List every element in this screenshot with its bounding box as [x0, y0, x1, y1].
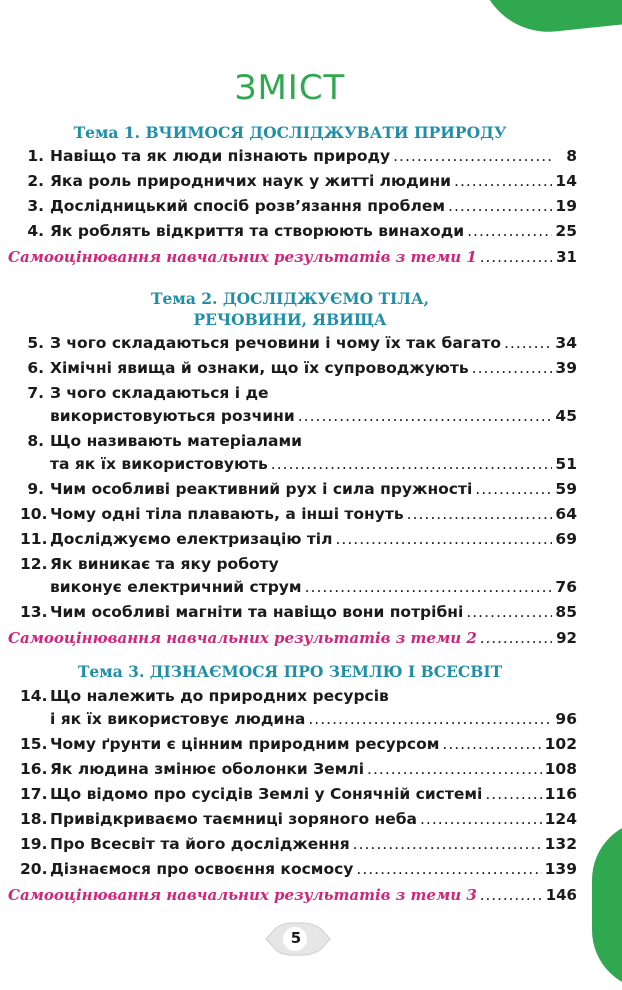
- toc-item-continuation[interactable]: виконує електричний струм ..... 76: [20, 575, 577, 597]
- corner-decoration-bottom: [592, 820, 622, 990]
- toc-item[interactable]: 10. Чому одні тіла плавають, а інші тонуть ..... 64: [20, 502, 577, 524]
- toc-item[interactable]: 16. Як людина змінює оболонки Землі ..... 108: [20, 757, 577, 779]
- theme-2-heading-line2: РЕЧОВИНИ, ЯВИЩА: [193, 310, 387, 329]
- toc-item[interactable]: 18. Привідкриваємо таємниці зоряного неба ..... 124: [20, 807, 577, 829]
- toc-item[interactable]: 17. Що відомо про сусідів Землі у Сонячній системі ..... 116: [20, 782, 577, 804]
- theme-2-heading-line1: Тема 2. ДОСЛІДЖУЄМО ТІЛА,: [150, 289, 430, 308]
- toc-item[interactable]: 4. Як роблять відкриття та створюють винаходи ..... 25: [20, 219, 577, 241]
- toc-item[interactable]: 13. Чим особливі магніти та навіщо вони потрібні ..... 85: [20, 600, 577, 622]
- self-assessment-3[interactable]: Самооцінювання навчальних результатів з теми 3 ..... 146: [8, 882, 577, 904]
- toc-item[interactable]: 14. Що належить до природних ресурсів: [20, 687, 389, 705]
- corner-decoration-top: [479, 0, 622, 39]
- theme-3-heading: Тема 3. ДІЗНАЄМОСЯ ПРО ЗЕМЛЮ І ВСЕСВІТ: [77, 662, 503, 681]
- toc-item-continuation[interactable]: та як їх використовують ..... 51: [20, 452, 577, 474]
- toc-item-continuation[interactable]: і як їх використовує людина ..... 96: [20, 707, 577, 729]
- toc-item[interactable]: 19. Про Всесвіт та його дослідження ..... 132: [20, 832, 577, 854]
- toc-item[interactable]: 5. З чого складаються речовини і чому їх так багато ..... 34: [20, 331, 577, 353]
- toc-item[interactable]: 8. Що називають матеріалами: [27, 432, 302, 450]
- page-title: ЗМІСТ: [234, 68, 346, 108]
- toc-item-continuation[interactable]: використовуються розчини ..... 45: [20, 404, 577, 426]
- theme-1-heading: Тема 1. ВЧИМОСЯ ДОСЛІДЖУВАТИ ПРИРОДУ: [73, 123, 507, 142]
- page-number: 5: [290, 929, 302, 947]
- toc-item[interactable]: 3. Дослідницький спосіб розв’язання проблем ..... 19: [20, 194, 577, 216]
- self-assessment-1[interactable]: Самооцінювання навчальних результатів з теми 1 ..... 31: [8, 244, 577, 266]
- toc-item[interactable]: 2. Яка роль природничих наук у житті людини ..... 14: [20, 169, 577, 191]
- toc-item[interactable]: 7. З чого складаються і де: [27, 384, 269, 402]
- toc-item[interactable]: 1. Навіщо та як люди пізнають природу ..... 8: [20, 144, 577, 166]
- toc-item[interactable]: 6. Хімічні явища й ознаки, що їх супроводжують ..... 39: [20, 356, 577, 378]
- toc-item[interactable]: 9. Чим особливі реактивний рух і сила пружності ..... 59: [20, 477, 577, 499]
- toc-item[interactable]: 12. Як виникає та яку роботу: [20, 555, 279, 573]
- toc-item[interactable]: 15. Чому ґрунти є цінним природним ресурсом ..... 102: [20, 732, 577, 754]
- toc-item[interactable]: 11. Досліджуємо електризацію тіл ..... 69: [20, 527, 577, 549]
- self-assessment-2[interactable]: Самооцінювання навчальних результатів з теми 2 ..... 92: [8, 625, 577, 647]
- toc-item[interactable]: 20. Дізнаємося про освоєння космосу ..... 139: [20, 857, 577, 879]
